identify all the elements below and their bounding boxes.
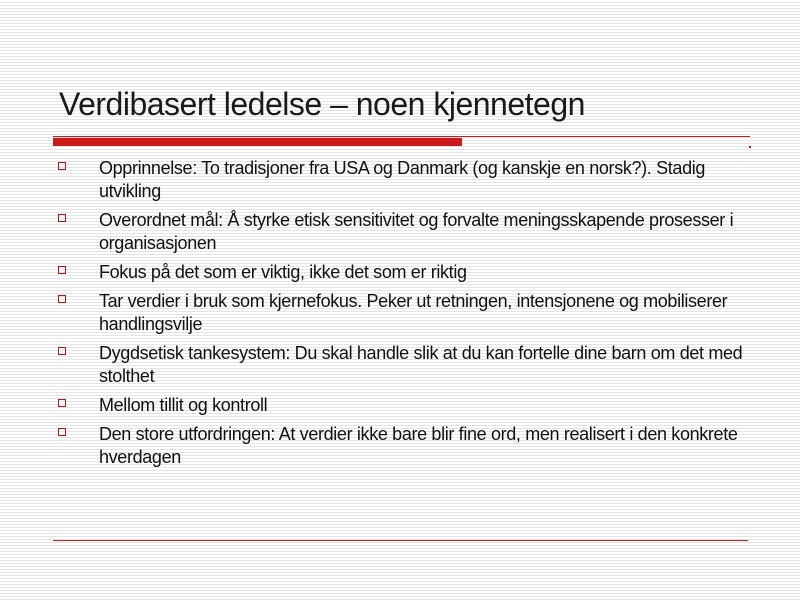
bullet-text: Mellom tillit og kontroll bbox=[99, 395, 268, 415]
title-underline-accent bbox=[53, 138, 462, 146]
bullet-item bbox=[57, 394, 757, 417]
bullet-list bbox=[57, 157, 757, 475]
hollow-square-icon bbox=[58, 266, 66, 274]
hollow-square-icon bbox=[58, 428, 66, 436]
hollow-square-icon bbox=[58, 347, 66, 355]
bullet-text: Den store utfordringen: At verdier ikke bare blir fine ord, men realisert i den konkrete hverdagen bbox=[99, 424, 738, 467]
bullet-item bbox=[57, 157, 757, 203]
hollow-square-icon bbox=[58, 399, 66, 407]
bullet-item bbox=[57, 342, 757, 388]
hollow-square-icon bbox=[58, 214, 66, 222]
hollow-square-icon bbox=[58, 162, 66, 170]
footer-divider bbox=[53, 540, 748, 541]
bullet-text: Opprinnelse: To tradisjoner fra USA og Danmark (og kanskje en norsk?). Stadig utvikling bbox=[99, 158, 706, 201]
bullet-text: Overordnet mål: Å styrke etisk sensitivitet og forvalte meningsskapende prosesser i organisasjonen bbox=[99, 210, 734, 253]
bullet-item bbox=[57, 290, 757, 336]
hollow-square-icon bbox=[58, 295, 66, 303]
bullet-item bbox=[57, 423, 757, 469]
bullet-text: Fokus på det som er viktig, ikke det som er riktig bbox=[99, 262, 467, 282]
bullet-text: Dygdsetisk tankesystem: Du skal handle slik at du kan fortelle dine barn om det med stolthet bbox=[99, 343, 743, 386]
bullet-item bbox=[57, 209, 757, 255]
title-underline-end-mark bbox=[749, 146, 751, 148]
slide-title: Verdibasert ledelse – noen kjennetegn bbox=[59, 86, 585, 122]
bullet-item bbox=[57, 261, 757, 284]
title-underline-thin bbox=[53, 136, 750, 137]
bullet-text: Tar verdier i bruk som kjernefokus. Peker ut retningen, intensjonene og mobiliserer handlingsvilje bbox=[99, 291, 728, 334]
